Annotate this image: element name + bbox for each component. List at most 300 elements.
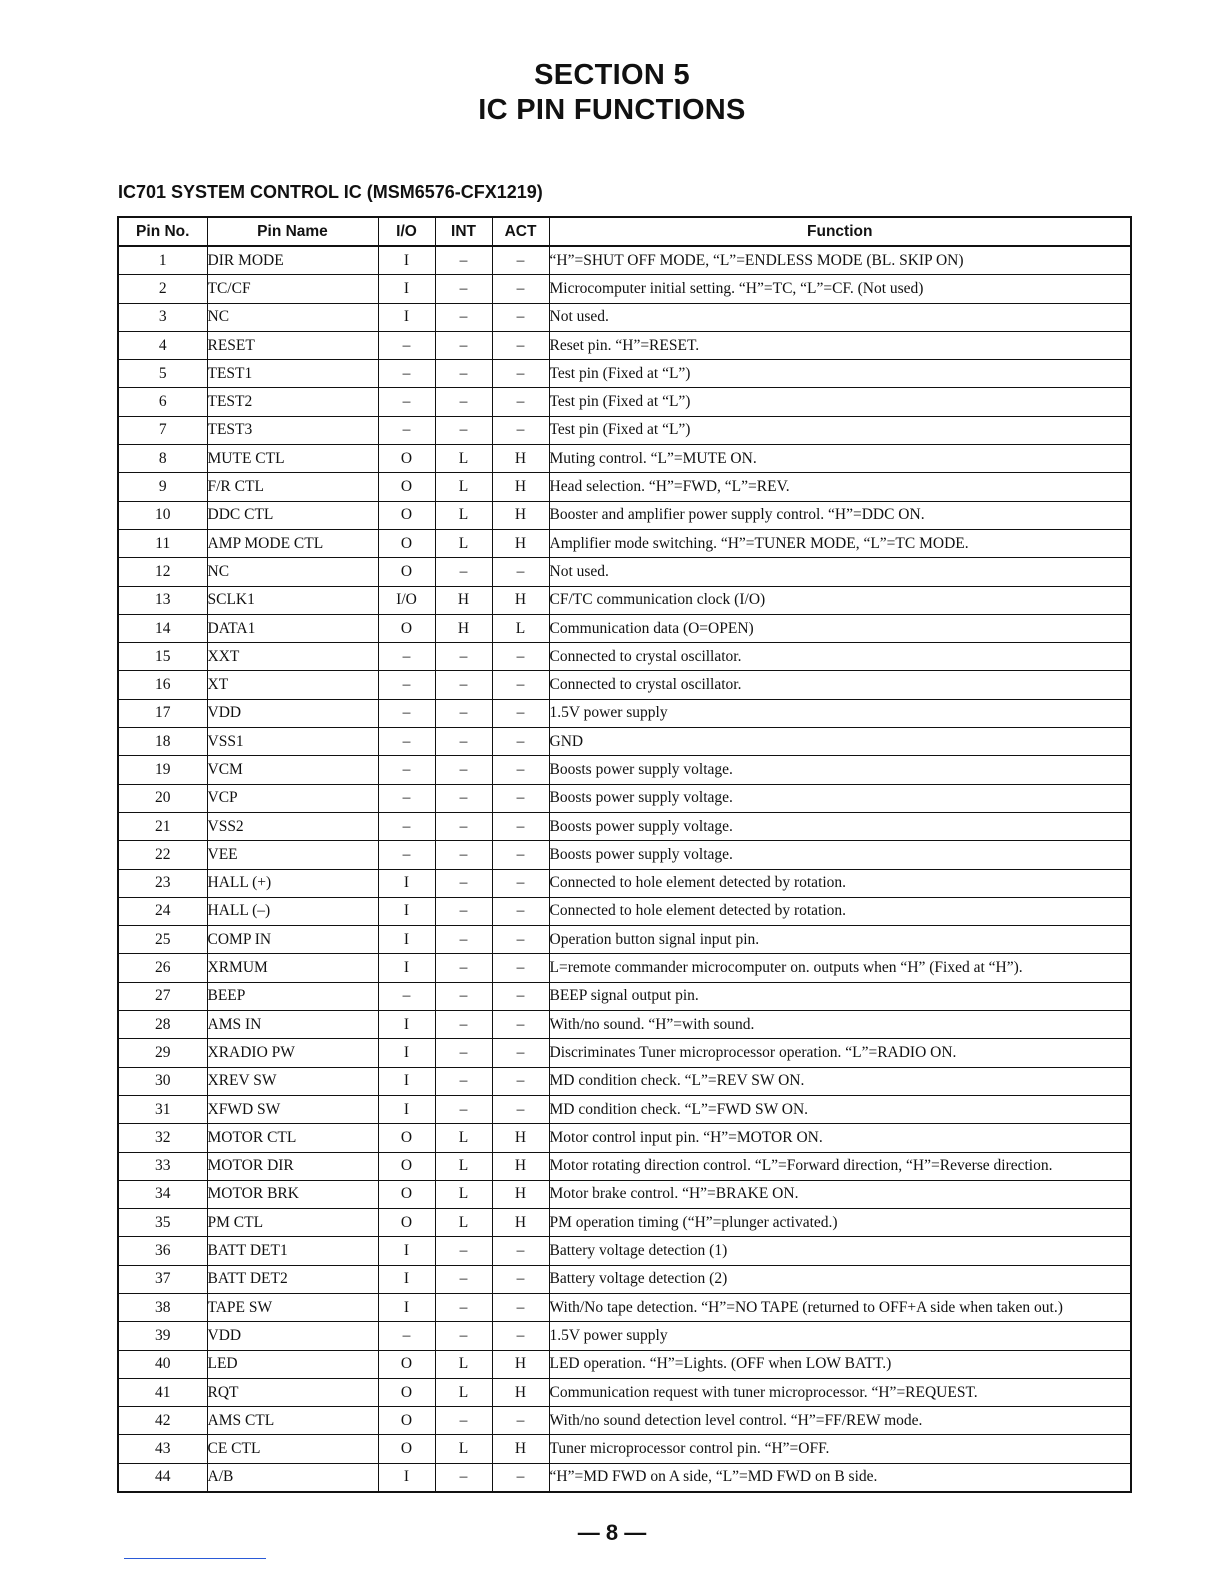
cell-pin-name: TAPE SW <box>207 1293 378 1321</box>
table-row <box>118 558 1131 586</box>
cell-function: Muting control. “L”=MUTE ON. <box>549 445 1131 473</box>
cell-io: – <box>378 982 435 1010</box>
cell-act: H <box>492 1378 549 1406</box>
cell-io: O <box>378 1435 435 1463</box>
cell-int: L <box>435 1209 492 1237</box>
cell-function: Motor rotating direction control. “L”=Forward direction, “H”=Reverse direction. <box>549 1152 1131 1180</box>
cell-pin-name: XRADIO PW <box>207 1039 378 1067</box>
cell-act: – <box>492 869 549 897</box>
cell-pin-name: MOTOR BRK <box>207 1180 378 1208</box>
cell-function: Not used. <box>549 303 1131 331</box>
table-row <box>118 1293 1131 1321</box>
table-row <box>118 643 1131 671</box>
cell-pin-name: RESET <box>207 331 378 359</box>
cell-io: I <box>378 954 435 982</box>
cell-pin-name: BEEP <box>207 982 378 1010</box>
cell-io: O <box>378 1378 435 1406</box>
cell-function: Amplifier mode switching. “H”=TUNER MODE, “L”=TC MODE. <box>549 529 1131 557</box>
cell-io: – <box>378 360 435 388</box>
cell-pin-name: PM CTL <box>207 1209 378 1237</box>
cell-act: H <box>492 1152 549 1180</box>
cell-pin-no: 19 <box>118 756 207 784</box>
cell-int: – <box>435 1067 492 1095</box>
cell-int: – <box>435 756 492 784</box>
cell-pin-no: 4 <box>118 331 207 359</box>
cell-io: – <box>378 841 435 869</box>
cell-pin-name: A/B <box>207 1463 378 1492</box>
cell-pin-name: COMP IN <box>207 926 378 954</box>
table-row <box>118 303 1131 331</box>
cell-io: – <box>378 331 435 359</box>
cell-io: – <box>378 643 435 671</box>
table-row <box>118 1407 1131 1435</box>
cell-function: With/no sound. “H”=with sound. <box>549 1011 1131 1039</box>
cell-function: Boosts power supply voltage. <box>549 841 1131 869</box>
cell-io: I <box>378 246 435 275</box>
cell-int: – <box>435 954 492 982</box>
cell-act: H <box>492 586 549 614</box>
cell-act: – <box>492 360 549 388</box>
cell-pin-no: 31 <box>118 1095 207 1123</box>
cell-pin-name: HALL (–) <box>207 897 378 925</box>
cell-io: I <box>378 1067 435 1095</box>
cell-int: – <box>435 558 492 586</box>
cell-int: – <box>435 1095 492 1123</box>
footer-rule <box>124 1558 266 1559</box>
cell-int: – <box>435 1011 492 1039</box>
cell-pin-name: XXT <box>207 643 378 671</box>
cell-function: Connected to hole element detected by rotation. <box>549 869 1131 897</box>
cell-act: – <box>492 671 549 699</box>
cell-io: I <box>378 1463 435 1492</box>
section-heading <box>0 58 1224 128</box>
cell-pin-no: 27 <box>118 982 207 1010</box>
cell-int: H <box>435 614 492 642</box>
cell-int: – <box>435 869 492 897</box>
cell-act: – <box>492 784 549 812</box>
cell-pin-name: DDC CTL <box>207 501 378 529</box>
cell-function: Motor control input pin. “H”=MOTOR ON. <box>549 1124 1131 1152</box>
cell-io: I <box>378 275 435 303</box>
table-row <box>118 1180 1131 1208</box>
header-pin-no: Pin No. <box>118 217 207 246</box>
table-row <box>118 586 1131 614</box>
cell-function: Boosts power supply voltage. <box>549 784 1131 812</box>
cell-function: Communication data (O=OPEN) <box>549 614 1131 642</box>
cell-act: – <box>492 699 549 727</box>
cell-function: Battery voltage detection (1) <box>549 1237 1131 1265</box>
cell-pin-no: 33 <box>118 1152 207 1180</box>
cell-function: Connected to crystal oscillator. <box>549 643 1131 671</box>
cell-int: L <box>435 445 492 473</box>
cell-io: O <box>378 1152 435 1180</box>
cell-int: – <box>435 671 492 699</box>
cell-act: – <box>492 812 549 840</box>
cell-pin-no: 30 <box>118 1067 207 1095</box>
cell-function: Test pin (Fixed at “L”) <box>549 416 1131 444</box>
cell-pin-no: 32 <box>118 1124 207 1152</box>
cell-int: – <box>435 303 492 331</box>
cell-act: – <box>492 954 549 982</box>
cell-pin-no: 8 <box>118 445 207 473</box>
cell-pin-name: NC <box>207 558 378 586</box>
ic-title: IC701 SYSTEM CONTROL IC (MSM6576-CFX1219) <box>118 182 543 202</box>
cell-function: Tuner microprocessor control pin. “H”=OFF. <box>549 1435 1131 1463</box>
cell-pin-no: 39 <box>118 1322 207 1350</box>
cell-io: I <box>378 303 435 331</box>
cell-pin-no: 37 <box>118 1265 207 1293</box>
cell-pin-name: VEE <box>207 841 378 869</box>
table-row <box>118 897 1131 925</box>
cell-int: L <box>435 1124 492 1152</box>
cell-pin-name: F/R CTL <box>207 473 378 501</box>
cell-int: – <box>435 416 492 444</box>
table-row <box>118 445 1131 473</box>
cell-io: – <box>378 728 435 756</box>
table-row <box>118 360 1131 388</box>
cell-io: I <box>378 869 435 897</box>
cell-io: I <box>378 1095 435 1123</box>
header-io: I/O <box>378 217 435 246</box>
cell-pin-no: 9 <box>118 473 207 501</box>
cell-act: – <box>492 643 549 671</box>
table-row <box>118 275 1131 303</box>
table-row <box>118 529 1131 557</box>
table-row <box>118 756 1131 784</box>
cell-act: H <box>492 1124 549 1152</box>
cell-int: – <box>435 275 492 303</box>
header-function: Function <box>549 217 1131 246</box>
cell-function: “H”=MD FWD on A side, “L”=MD FWD on B side. <box>549 1463 1131 1492</box>
cell-pin-name: DATA1 <box>207 614 378 642</box>
cell-act: – <box>492 388 549 416</box>
section-number: SECTION 5 <box>534 59 690 91</box>
cell-io: O <box>378 473 435 501</box>
cell-pin-no: 23 <box>118 869 207 897</box>
cell-int: – <box>435 246 492 275</box>
cell-pin-name: XT <box>207 671 378 699</box>
cell-pin-name: AMS IN <box>207 1011 378 1039</box>
cell-act: – <box>492 1011 549 1039</box>
cell-act: – <box>492 1067 549 1095</box>
cell-function: Connected to hole element detected by rotation. <box>549 897 1131 925</box>
cell-function: Reset pin. “H”=RESET. <box>549 331 1131 359</box>
cell-act: – <box>492 728 549 756</box>
table-row <box>118 982 1131 1010</box>
header-act: ACT <box>492 217 549 246</box>
table-row <box>118 926 1131 954</box>
cell-pin-name: LED <box>207 1350 378 1378</box>
cell-function: L=remote commander microcomputer on. outputs when “H” (Fixed at “H”). <box>549 954 1131 982</box>
table-row <box>118 1209 1131 1237</box>
cell-int: – <box>435 897 492 925</box>
cell-function: Connected to crystal oscillator. <box>549 671 1131 699</box>
table-row <box>118 501 1131 529</box>
cell-pin-no: 13 <box>118 586 207 614</box>
cell-function: Booster and amplifier power supply control. “H”=DDC ON. <box>549 501 1131 529</box>
cell-pin-name: NC <box>207 303 378 331</box>
cell-act: L <box>492 614 549 642</box>
cell-int: – <box>435 1265 492 1293</box>
cell-act: – <box>492 756 549 784</box>
cell-pin-no: 36 <box>118 1237 207 1265</box>
cell-function: MD condition check. “L”=FWD SW ON. <box>549 1095 1131 1123</box>
cell-act: – <box>492 416 549 444</box>
cell-act: – <box>492 1407 549 1435</box>
cell-io: I <box>378 1265 435 1293</box>
cell-int: L <box>435 1435 492 1463</box>
cell-io: I <box>378 1293 435 1321</box>
table-row <box>118 1095 1131 1123</box>
cell-function: 1.5V power supply <box>549 699 1131 727</box>
cell-io: – <box>378 671 435 699</box>
cell-act: H <box>492 529 549 557</box>
page-number: — 8 — <box>577 1520 647 1545</box>
cell-pin-no: 24 <box>118 897 207 925</box>
cell-act: – <box>492 897 549 925</box>
cell-io: I <box>378 1011 435 1039</box>
cell-function: Test pin (Fixed at “L”) <box>549 388 1131 416</box>
cell-pin-no: 34 <box>118 1180 207 1208</box>
table-row <box>118 699 1131 727</box>
cell-function: Discriminates Tuner microprocessor operation. “L”=RADIO ON. <box>549 1039 1131 1067</box>
cell-function: 1.5V power supply <box>549 1322 1131 1350</box>
cell-act: – <box>492 1095 549 1123</box>
table-row <box>118 1152 1131 1180</box>
cell-int: L <box>435 1152 492 1180</box>
cell-function: With/no sound detection level control. “H”=FF/REW mode. <box>549 1407 1131 1435</box>
table-row <box>118 246 1131 275</box>
cell-pin-name: HALL (+) <box>207 869 378 897</box>
cell-pin-no: 2 <box>118 275 207 303</box>
cell-pin-name: AMS CTL <box>207 1407 378 1435</box>
cell-function: Microcomputer initial setting. “H”=TC, “L”=CF. (Not used) <box>549 275 1131 303</box>
cell-pin-name: VCM <box>207 756 378 784</box>
cell-int: – <box>435 926 492 954</box>
cell-pin-no: 1 <box>118 246 207 275</box>
cell-act: H <box>492 501 549 529</box>
cell-int: – <box>435 331 492 359</box>
cell-pin-name: VSS1 <box>207 728 378 756</box>
cell-int: – <box>435 699 492 727</box>
cell-pin-no: 41 <box>118 1378 207 1406</box>
cell-io: I <box>378 1039 435 1067</box>
cell-function: BEEP signal output pin. <box>549 982 1131 1010</box>
cell-function: GND <box>549 728 1131 756</box>
cell-int: – <box>435 360 492 388</box>
cell-int: L <box>435 473 492 501</box>
cell-function: With/No tape detection. “H”=NO TAPE (returned to OFF+A side when taken out.) <box>549 1293 1131 1321</box>
table-row <box>118 331 1131 359</box>
cell-pin-name: DIR MODE <box>207 246 378 275</box>
cell-pin-no: 11 <box>118 529 207 557</box>
cell-function: Boosts power supply voltage. <box>549 756 1131 784</box>
cell-io: O <box>378 614 435 642</box>
cell-int: – <box>435 812 492 840</box>
cell-int: L <box>435 1180 492 1208</box>
cell-function: Motor brake control. “H”=BRAKE ON. <box>549 1180 1131 1208</box>
cell-io: O <box>378 558 435 586</box>
cell-io: O <box>378 1124 435 1152</box>
cell-pin-name: XFWD SW <box>207 1095 378 1123</box>
table-header-row <box>118 217 1131 246</box>
header-pin-name: Pin Name <box>207 217 378 246</box>
cell-pin-name: BATT DET1 <box>207 1237 378 1265</box>
cell-int: L <box>435 1350 492 1378</box>
cell-io: O <box>378 1209 435 1237</box>
cell-pin-no: 28 <box>118 1011 207 1039</box>
cell-int: – <box>435 728 492 756</box>
cell-function: Communication request with tuner microprocessor. “H”=REQUEST. <box>549 1378 1131 1406</box>
cell-io: – <box>378 388 435 416</box>
cell-act: – <box>492 982 549 1010</box>
cell-io: I <box>378 926 435 954</box>
cell-act: – <box>492 275 549 303</box>
table-row <box>118 784 1131 812</box>
cell-function: Boosts power supply voltage. <box>549 812 1131 840</box>
cell-int: – <box>435 1463 492 1492</box>
cell-function: LED operation. “H”=Lights. (OFF when LOW BATT.) <box>549 1350 1131 1378</box>
table-row <box>118 614 1131 642</box>
cell-function: Battery voltage detection (2) <box>549 1265 1131 1293</box>
cell-int: L <box>435 529 492 557</box>
pin-function-table <box>117 216 1132 1493</box>
cell-pin-name: XREV SW <box>207 1067 378 1095</box>
cell-act: H <box>492 1350 549 1378</box>
cell-pin-no: 35 <box>118 1209 207 1237</box>
cell-io: O <box>378 1350 435 1378</box>
table-row <box>118 1039 1131 1067</box>
table-row <box>118 473 1131 501</box>
cell-int: – <box>435 1237 492 1265</box>
cell-act: H <box>492 1435 549 1463</box>
cell-pin-no: 7 <box>118 416 207 444</box>
cell-pin-name: MOTOR CTL <box>207 1124 378 1152</box>
cell-pin-no: 29 <box>118 1039 207 1067</box>
cell-pin-name: TEST2 <box>207 388 378 416</box>
table-row <box>118 728 1131 756</box>
cell-pin-name: RQT <box>207 1378 378 1406</box>
cell-pin-no: 17 <box>118 699 207 727</box>
cell-pin-name: AMP MODE CTL <box>207 529 378 557</box>
cell-int: – <box>435 841 492 869</box>
cell-int: – <box>435 643 492 671</box>
cell-io: – <box>378 1322 435 1350</box>
cell-io: I <box>378 897 435 925</box>
table-row <box>118 1237 1131 1265</box>
cell-act: – <box>492 1265 549 1293</box>
cell-function: Head selection. “H”=FWD, “L”=REV. <box>549 473 1131 501</box>
cell-act: – <box>492 926 549 954</box>
cell-io: O <box>378 445 435 473</box>
table-row <box>118 1124 1131 1152</box>
cell-pin-no: 25 <box>118 926 207 954</box>
cell-io: O <box>378 501 435 529</box>
table-row <box>118 1378 1131 1406</box>
table-row <box>118 671 1131 699</box>
cell-act: H <box>492 445 549 473</box>
cell-io: – <box>378 784 435 812</box>
table-row <box>118 388 1131 416</box>
cell-pin-no: 40 <box>118 1350 207 1378</box>
cell-pin-no: 14 <box>118 614 207 642</box>
cell-function: MD condition check. “L”=REV SW ON. <box>549 1067 1131 1095</box>
cell-function: PM operation timing (“H”=plunger activated.) <box>549 1209 1131 1237</box>
table-row <box>118 1067 1131 1095</box>
cell-pin-name: CE CTL <box>207 1435 378 1463</box>
cell-act: – <box>492 1293 549 1321</box>
cell-pin-name: VDD <box>207 699 378 727</box>
cell-function: Not used. <box>549 558 1131 586</box>
cell-pin-no: 10 <box>118 501 207 529</box>
cell-pin-no: 16 <box>118 671 207 699</box>
table-row <box>118 1350 1131 1378</box>
cell-pin-name: VSS2 <box>207 812 378 840</box>
cell-act: – <box>492 1322 549 1350</box>
cell-pin-no: 3 <box>118 303 207 331</box>
header-int: INT <box>435 217 492 246</box>
cell-int: H <box>435 586 492 614</box>
cell-act: – <box>492 558 549 586</box>
cell-pin-no: 12 <box>118 558 207 586</box>
cell-act: – <box>492 841 549 869</box>
cell-act: H <box>492 1180 549 1208</box>
cell-pin-no: 43 <box>118 1435 207 1463</box>
section-title: IC PIN FUNCTIONS <box>478 94 746 126</box>
table-row <box>118 416 1131 444</box>
cell-int: – <box>435 784 492 812</box>
table-row <box>118 1435 1131 1463</box>
cell-pin-no: 15 <box>118 643 207 671</box>
table-row <box>118 1265 1131 1293</box>
cell-pin-name: VDD <box>207 1322 378 1350</box>
table-row <box>118 841 1131 869</box>
cell-pin-name: SCLK1 <box>207 586 378 614</box>
table-row <box>118 1322 1131 1350</box>
cell-act: H <box>492 1209 549 1237</box>
cell-pin-name: TEST1 <box>207 360 378 388</box>
cell-int: – <box>435 388 492 416</box>
cell-pin-name: TC/CF <box>207 275 378 303</box>
cell-io: – <box>378 416 435 444</box>
cell-function: CF/TC communication clock (I/O) <box>549 586 1131 614</box>
cell-function: Test pin (Fixed at “L”) <box>549 360 1131 388</box>
cell-io: O <box>378 1180 435 1208</box>
cell-int: – <box>435 1322 492 1350</box>
cell-act: H <box>492 473 549 501</box>
cell-int: L <box>435 501 492 529</box>
cell-function: Operation button signal input pin. <box>549 926 1131 954</box>
cell-int: – <box>435 1039 492 1067</box>
cell-pin-name: VCP <box>207 784 378 812</box>
cell-pin-no: 5 <box>118 360 207 388</box>
cell-pin-no: 44 <box>118 1463 207 1492</box>
table-row <box>118 812 1131 840</box>
cell-act: – <box>492 1237 549 1265</box>
table-row <box>118 954 1131 982</box>
cell-pin-no: 6 <box>118 388 207 416</box>
cell-act: – <box>492 331 549 359</box>
cell-act: – <box>492 303 549 331</box>
cell-pin-name: MOTOR DIR <box>207 1152 378 1180</box>
cell-io: O <box>378 529 435 557</box>
cell-io: I <box>378 1237 435 1265</box>
cell-pin-name: MUTE CTL <box>207 445 378 473</box>
cell-pin-name: TEST3 <box>207 416 378 444</box>
cell-pin-name: BATT DET2 <box>207 1265 378 1293</box>
cell-function: “H”=SHUT OFF MODE, “L”=ENDLESS MODE (BL. SKIP ON) <box>549 246 1131 275</box>
table-row <box>118 1463 1131 1492</box>
